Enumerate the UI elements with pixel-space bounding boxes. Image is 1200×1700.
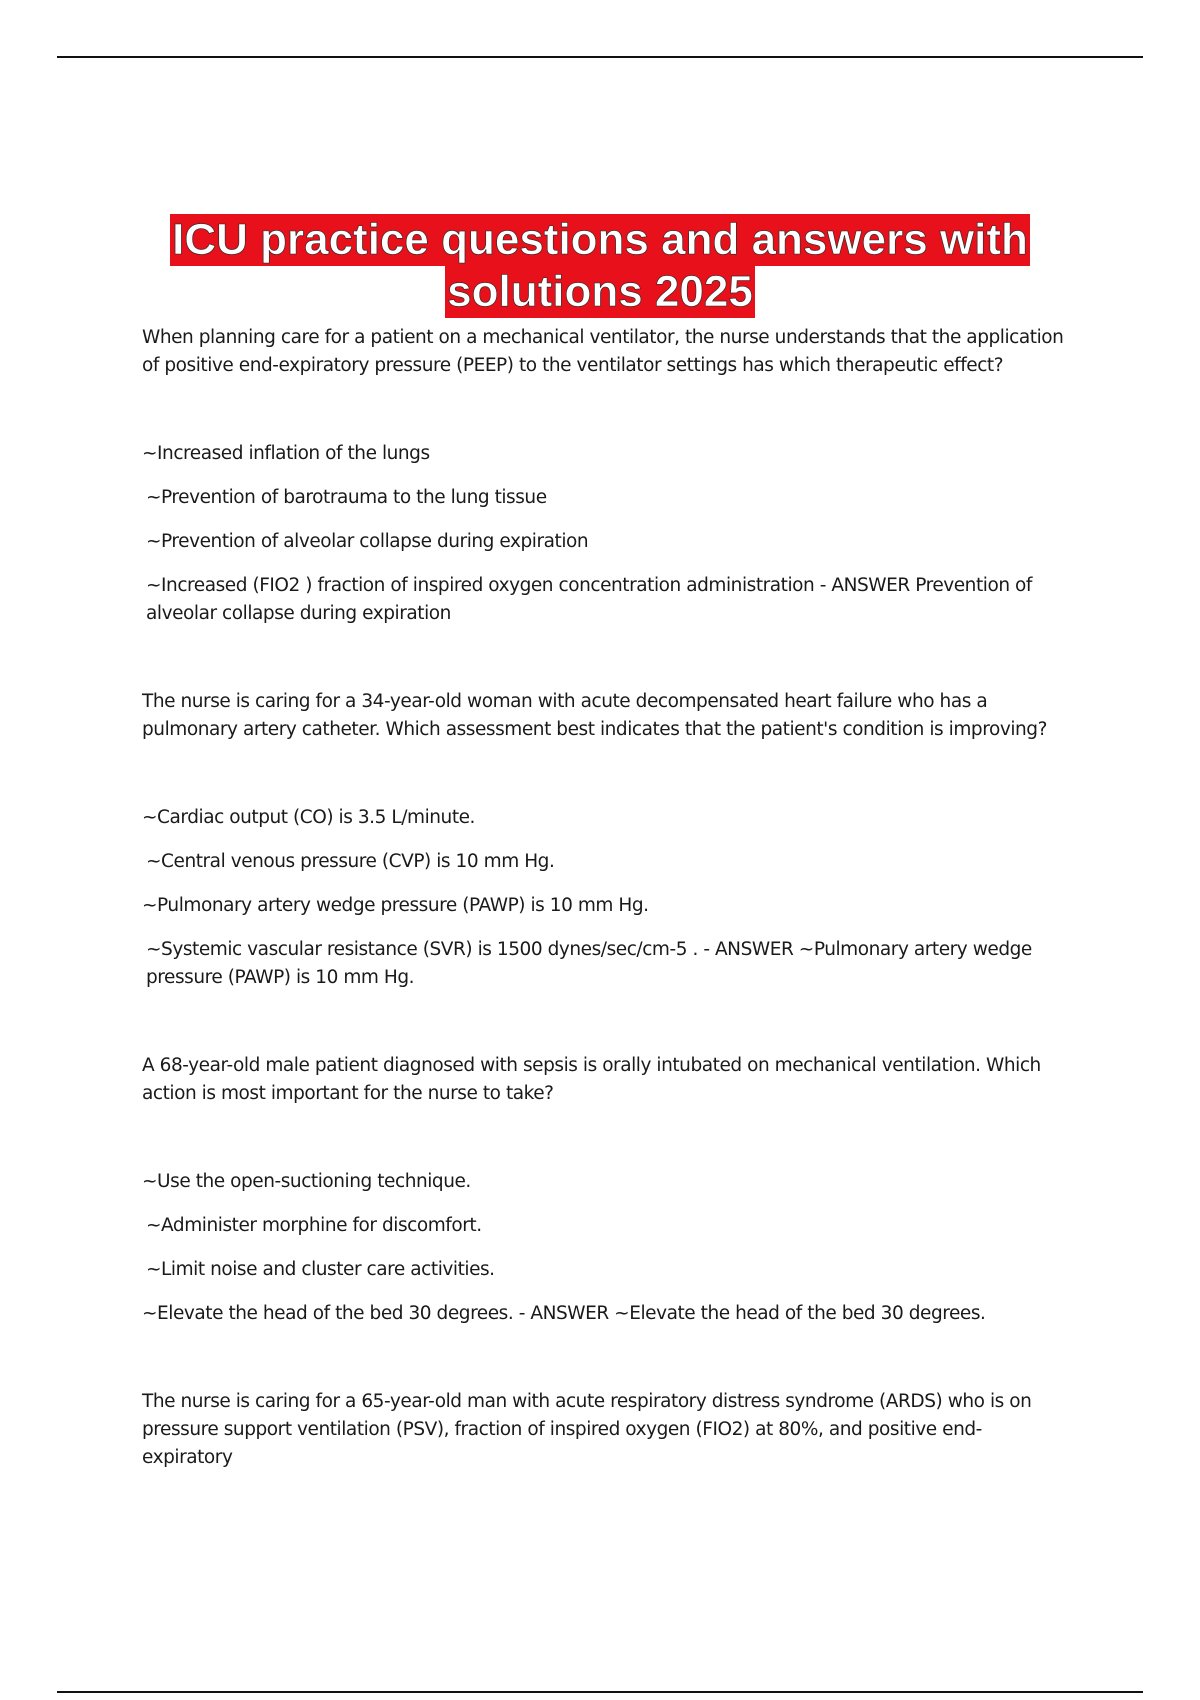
document-body	[142, 324, 1072, 1532]
question-text: The nurse is caring for a 34-year-old woman with acute decompensated heart failure who has a pulmonary artery catheter. Which assessment best indicates that the patient's condition is improving?	[142, 691, 1047, 740]
option-item: ~Administer morphine for discomfort.	[146, 1215, 482, 1236]
option-item: ~Central venous pressure (CVP) is 10 mm Hg.	[146, 851, 555, 872]
question-text: When planning care for a patient on a mechanical ventilator, the nurse understands that the application of positive end-expiratory pressure (PEEP) to the ventilator settings has which therapeutic effect?	[142, 327, 1064, 376]
question-text: A 68-year-old male patient diagnosed with sepsis is orally intubated on mechanical ventilation. Which action is most important for the nurse to take?	[142, 1055, 1041, 1104]
option-item: ~Prevention of alveolar collapse during expiration	[146, 531, 589, 552]
title-line-1: ICU practice questions and answers with	[172, 215, 1028, 264]
option-item: ~Use the open-suctioning technique.	[142, 1171, 471, 1192]
document-title	[140, 214, 1060, 318]
question-block	[142, 1052, 1072, 1328]
option-item-with-answer: ~Increased (FIO2 ) fraction of inspired oxygen concentration administration - ANSWER Prevention of alveolar collapse during expiration	[146, 575, 1032, 624]
answer-options	[142, 1168, 1072, 1328]
bottom-rule	[57, 1691, 1143, 1693]
option-item: ~Prevention of barotrauma to the lung tissue	[146, 487, 547, 508]
question-block	[142, 688, 1072, 992]
answer-options	[142, 440, 1072, 628]
option-item: ~Pulmonary artery wedge pressure (PAWP) is 10 mm Hg.	[142, 895, 649, 916]
option-item: ~Cardiac output (CO) is 3.5 L/minute.	[142, 807, 475, 828]
option-item-with-answer: ~Elevate the head of the bed 30 degrees. - ANSWER ~Elevate the head of the bed 30 degrees.	[142, 1303, 986, 1324]
option-item: ~Increased inflation of the lungs	[142, 443, 430, 464]
question-block	[142, 1388, 1072, 1472]
option-item: ~Limit noise and cluster care activities.	[146, 1259, 495, 1280]
question-text: The nurse is caring for a 65-year-old man with acute respiratory distress syndrome (ARDS) who is on pressure support ventilation (PSV), fraction of inspired oxygen (FIO2) at 80%, and positive end-expiratory	[142, 1391, 1032, 1468]
top-rule	[57, 56, 1143, 58]
title-line-2: solutions 2025	[447, 267, 753, 316]
question-block	[142, 324, 1072, 628]
answer-options	[142, 804, 1072, 992]
option-item-with-answer: ~Systemic vascular resistance (SVR) is 1500 dynes/sec/cm-5 . - ANSWER ~Pulmonary artery wedge pressure (PAWP) is 10 mm Hg.	[146, 939, 1032, 988]
